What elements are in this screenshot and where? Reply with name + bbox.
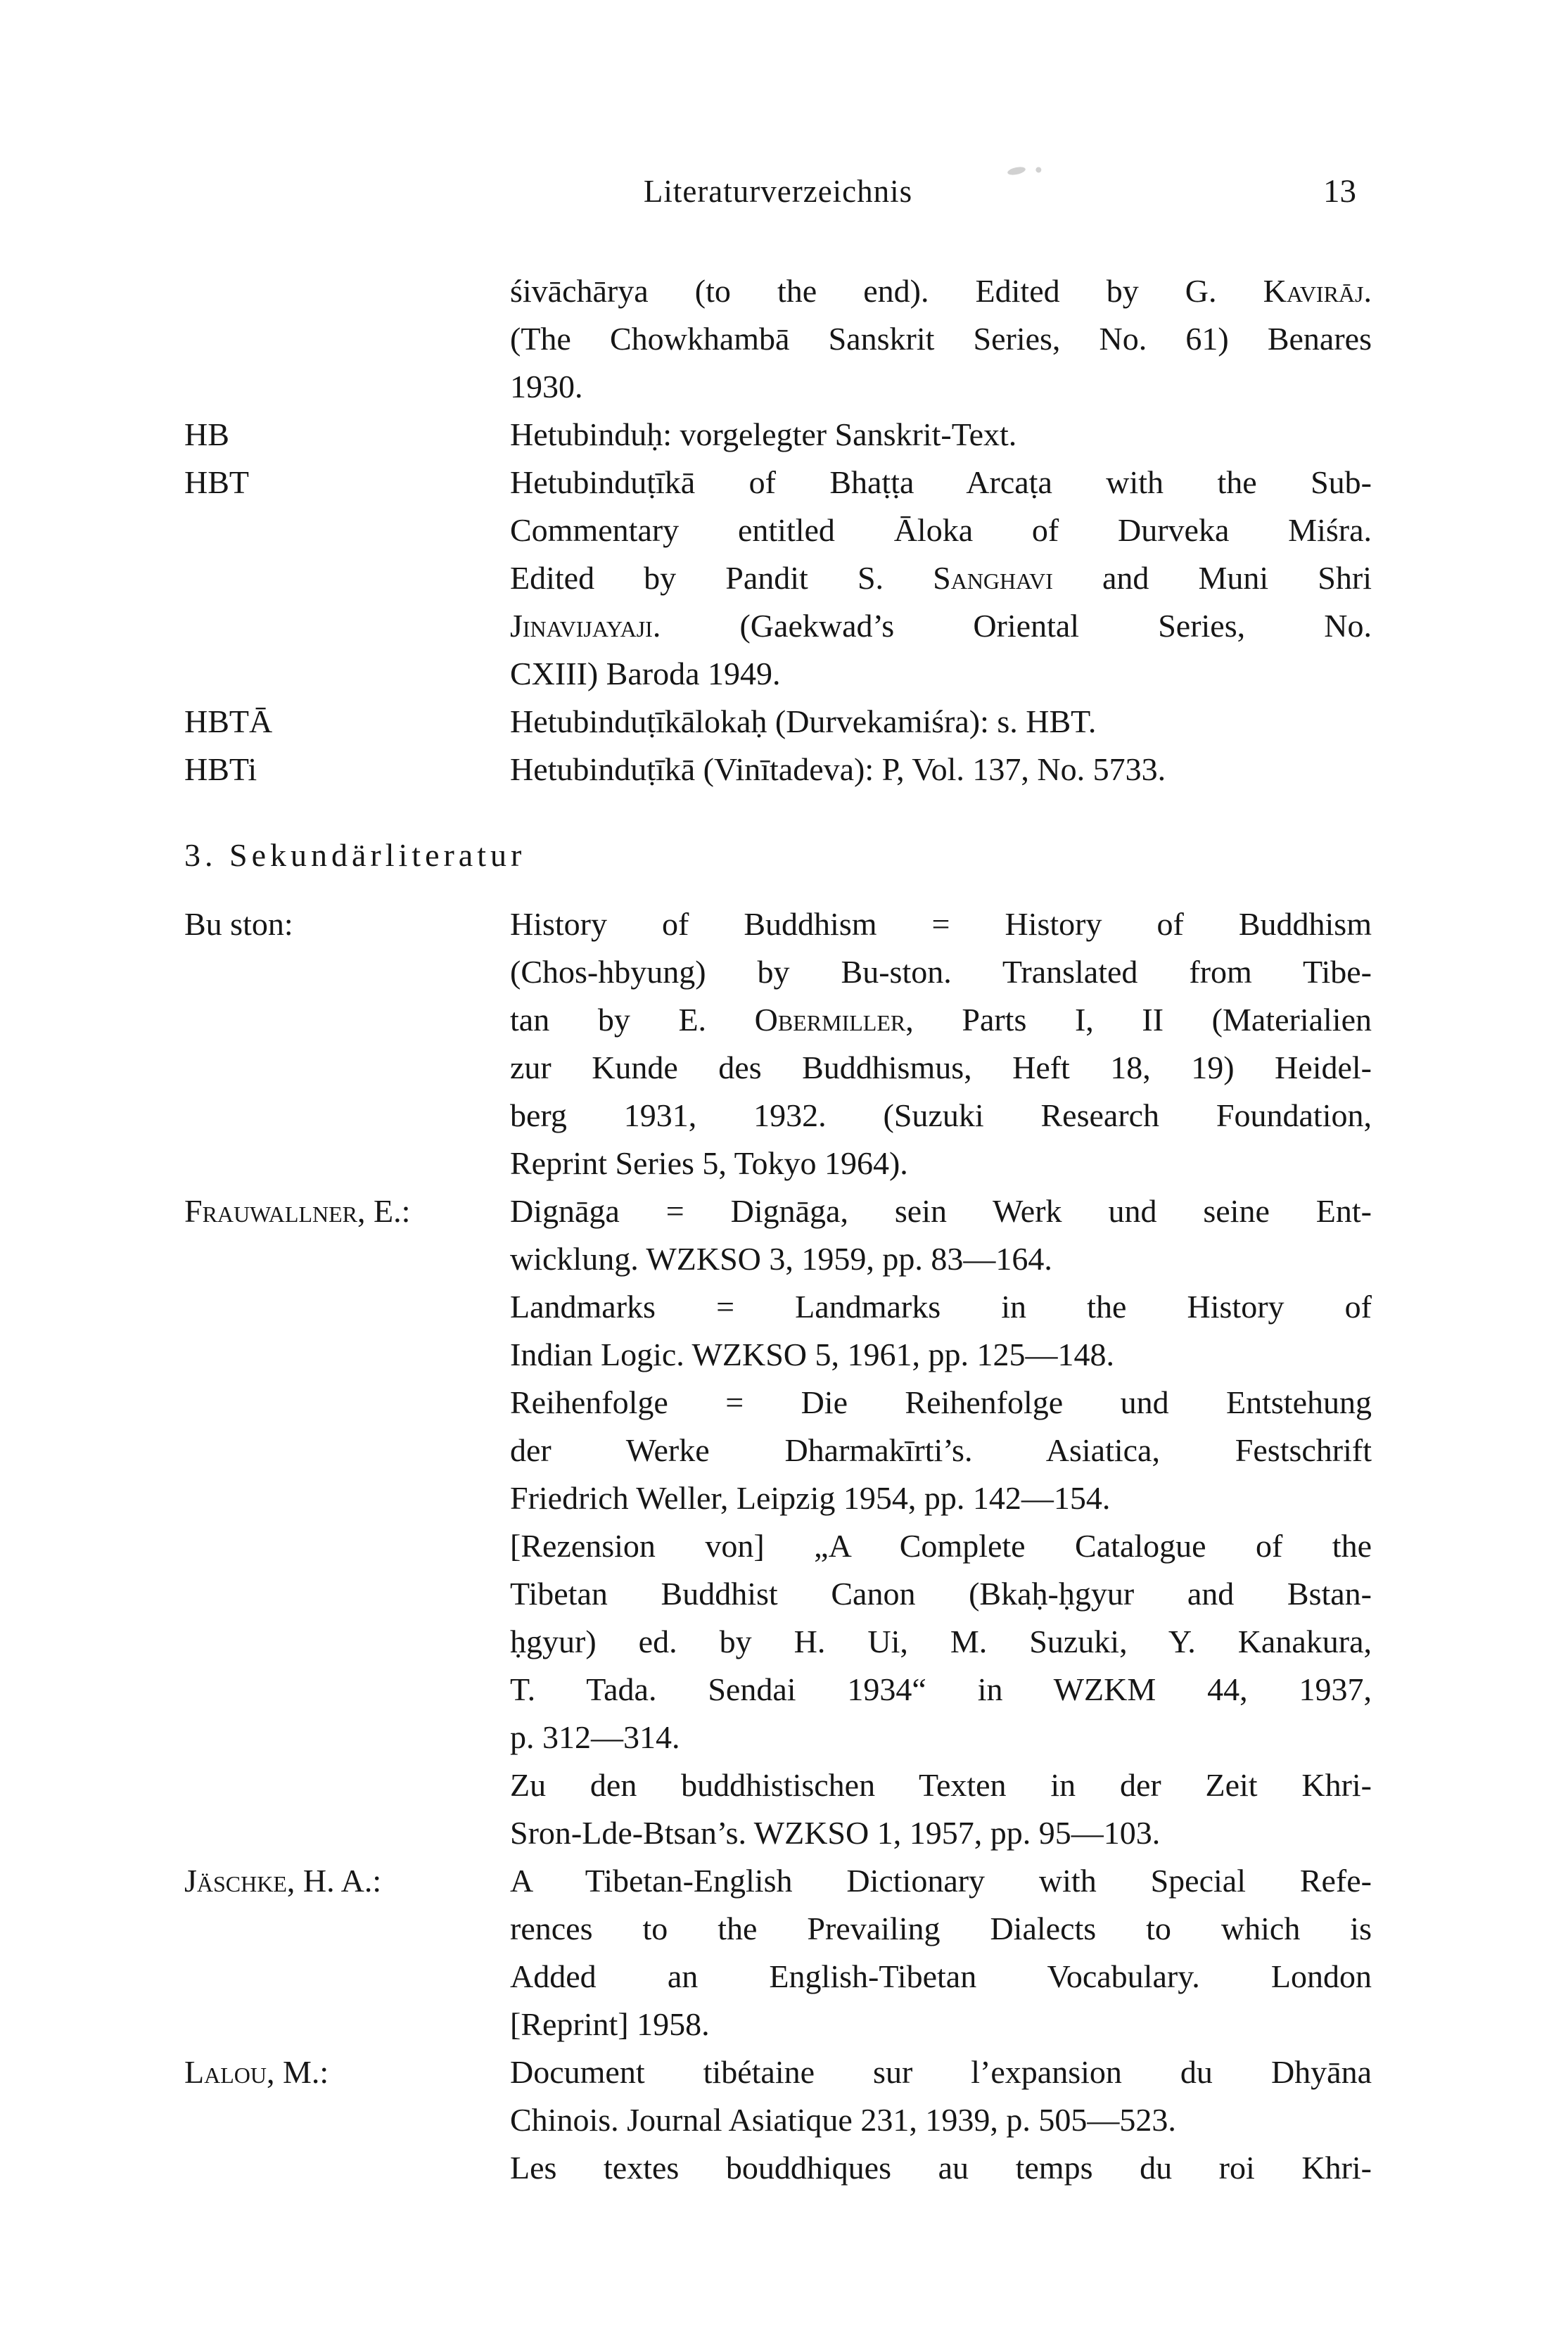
entry-line: Reihenfolge = Die Reihenfolge und Entstehung	[510, 1384, 1372, 1420]
small-caps-name: Sanghavi	[933, 560, 1053, 596]
entry-line: Hetubinduṭīkālokaḥ (Durvekamiśra): s. HBT.	[510, 703, 1097, 739]
entry-line: zur Kunde des Buddhismus, Heft 18, 19) Heidel-	[510, 1050, 1372, 1085]
entry-text	[510, 1187, 1372, 1857]
entry-line: 1930.	[510, 369, 583, 404]
page-header-title: Literaturverzeichnis	[643, 174, 913, 209]
small-caps-name: Jäschke	[184, 1863, 287, 1899]
entry-line: Added an English-Tibetan Vocabulary. London	[510, 1958, 1372, 1994]
entry-line: Commentary entitled Āloka of Durveka Miśra.	[510, 512, 1372, 548]
abbreviation-entries-section	[184, 267, 1372, 793]
entry-line: Landmarks = Landmarks in the History of	[510, 1289, 1372, 1325]
entry-line: CXIII) Baroda 1949.	[510, 656, 781, 691]
entry-abbreviation: HBT	[184, 464, 249, 500]
entry-text	[510, 1857, 1372, 2048]
running-head	[184, 172, 1372, 211]
small-caps-name: Obermiller	[754, 1002, 906, 1038]
small-caps-name: Lalou	[184, 2054, 267, 2090]
entry-line: rences to the Prevailing Dialects to which is	[510, 1911, 1372, 1946]
entry-row	[184, 1187, 1372, 1857]
entry-text	[510, 698, 1372, 746]
entry-line: Zu den buddhistischen Texten in der Zeit Khri-	[510, 1767, 1372, 1803]
entry-text	[510, 459, 1372, 698]
entry-line: Tibetan Buddhist Canon (Bkaḥ-ḥgyur and Bstan-	[510, 1576, 1372, 1612]
page-number: 13	[1323, 173, 1356, 210]
entry-text	[510, 411, 1372, 459]
entry-abbreviation: Jäschke, H. A.:	[184, 1863, 382, 1899]
entry-line: der Werke Dharmakīrti’s. Asiatica, Festschrift	[510, 1432, 1372, 1468]
small-caps-name: Frauwallner	[184, 1193, 358, 1229]
small-caps-name: Jinavijayaji	[510, 608, 653, 644]
entry-line: Jinavijayaji. (Gaekwad’s Oriental Series, No.	[510, 608, 1372, 644]
entry-abbreviation: HBTi	[184, 751, 257, 787]
entry-line: History of Buddhism = History of Buddhism	[510, 906, 1372, 942]
entry-line: śivāchārya (to the end). Edited by G. Kavirāj.	[510, 273, 1372, 309]
section-heading: 3. Sekundärliteratur	[184, 837, 526, 873]
entry-row	[184, 267, 1372, 411]
entry-line: Chinois. Journal Asiatique 231, 1939, p. 505—523.	[510, 2102, 1176, 2138]
entry-line: Sron-Lde-Btsan’s. WZKSO 1, 1957, pp. 95—103.	[510, 1815, 1161, 1851]
entry-line: (The Chowkhambā Sanskrit Series, No. 61) Benares	[510, 321, 1372, 357]
entry-line: ḥgyur) ed. by H. Ui, M. Suzuki, Y. Kanakura,	[510, 1624, 1372, 1659]
entry-line: A Tibetan-English Dictionary with Special Refe-	[510, 1863, 1372, 1899]
entry-row	[184, 411, 1372, 459]
entry-line: Indian Logic. WZKSO 5, 1961, pp. 125—148.	[510, 1337, 1115, 1372]
entry-line: Document tibétaine sur l’expansion du Dhyāna	[510, 2054, 1372, 2090]
entry-line: Hetubinduṭīkā of Bhaṭṭa Arcaṭa with the Sub-	[510, 464, 1372, 500]
entry-text	[510, 900, 1372, 1187]
entry-row	[184, 746, 1372, 793]
entry-text	[510, 2048, 1372, 2192]
entry-row	[184, 900, 1372, 1187]
entry-line: Hetubinduḥ: vorgelegter Sanskrit-Text.	[510, 416, 1017, 452]
entry-line: Dignāga = Dignāga, sein Werk und seine Ent-	[510, 1193, 1372, 1229]
entry-line: (Chos-hbyung) by Bu-ston. Translated from Tibe-	[510, 954, 1372, 990]
entry-line: Hetubinduṭīkā (Vinītadeva): P, Vol. 137, No. 5733.	[510, 751, 1166, 787]
entry-line: T. Tada. Sendai 1934“ in WZKM 44, 1937,	[510, 1671, 1372, 1707]
entry-line: Les textes bouddhiques au temps du roi Khri-	[510, 2150, 1372, 2186]
entry-line: Edited by Pandit S. Sanghavi and Muni Shri	[510, 560, 1372, 596]
entry-abbreviation: Frauwallner, E.:	[184, 1193, 411, 1229]
secondary-literature-section	[184, 900, 1372, 2192]
entry-row	[184, 698, 1372, 746]
entry-abbreviation: HB	[184, 416, 229, 452]
entry-line: p. 312—314.	[510, 1719, 680, 1755]
entry-line: [Rezension von] „A Complete Catalogue of the	[510, 1528, 1372, 1564]
small-caps-name: Kavirāj	[1263, 273, 1364, 309]
entry-row	[184, 2048, 1372, 2192]
entry-line: Friedrich Weller, Leipzig 1954, pp. 142—154.	[510, 1480, 1111, 1516]
entry-abbreviation: Bu ston:	[184, 906, 293, 942]
entry-abbreviation: HBTĀ	[184, 703, 273, 739]
entry-text	[510, 267, 1372, 411]
entry-line: tan by E. Obermiller, Parts I, II (Materialien	[510, 1002, 1372, 1038]
entry-line: berg 1931, 1932. (Suzuki Research Foundation,	[510, 1097, 1372, 1133]
entry-line: wicklung. WZKSO 3, 1959, pp. 83—164.	[510, 1241, 1052, 1277]
entry-line: Reprint Series 5, Tokyo 1964).	[510, 1145, 908, 1181]
entry-text	[510, 746, 1372, 793]
bibliography	[184, 267, 1372, 2192]
entry-line: [Reprint] 1958.	[510, 2006, 710, 2042]
entry-abbreviation: Lalou, M.:	[184, 2054, 329, 2090]
entry-row	[184, 1857, 1372, 2048]
entry-row	[184, 459, 1372, 698]
